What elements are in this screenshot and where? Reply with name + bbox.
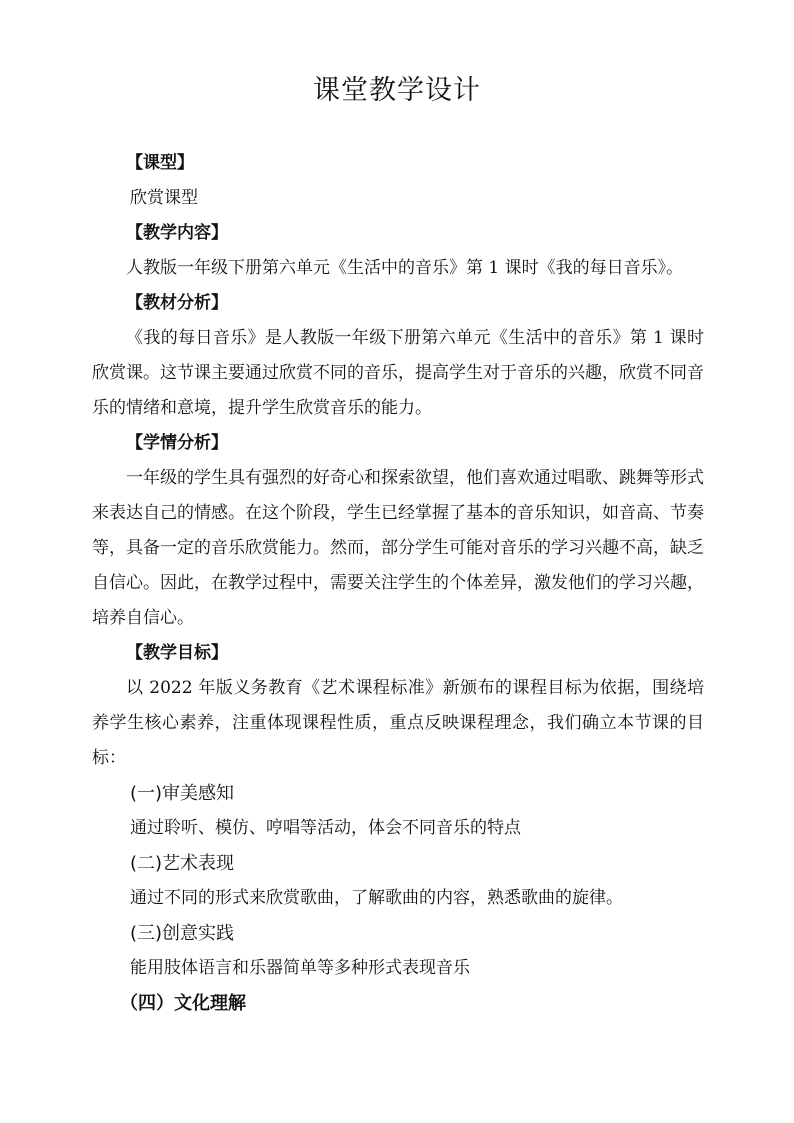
section-heading-content: 【教学内容】 xyxy=(126,223,228,243)
goal-label-1: (一)审美感知 xyxy=(130,783,235,804)
goal-text-3: 能用肢体语言和乐器简单等多种形式表现音乐 xyxy=(130,958,470,978)
goal-text-1: 通过聆听、模仿、哼唱等活动，体会不同音乐的特点 xyxy=(130,818,521,838)
page-title: 课堂教学设计 xyxy=(313,75,481,106)
section-text-type: 欣赏课型 xyxy=(130,188,198,208)
section-text-goals: 以 2022 年版义务教育《艺术课程标准》新颁布的课程目标为依据，围绕培养学生核心素养，注重体现课程性质，重点反映课程理念，我们确立本节课的目标： xyxy=(92,678,704,768)
section-heading-material: 【教材分析】 xyxy=(126,293,228,313)
section-text-content: 人教版一年级下册第六单元《生活中的音乐》第 1 课时《我的每日音乐》。 xyxy=(126,258,684,278)
section-text-students: 一年级的学生具有强烈的好奇心和探索欲望，他们喜欢通过唱歌、跳舞等形式来表达自己的情感。在这个阶段，学生已经掌握了基本的音乐知识，如音高、节奏等，具备一定的音乐欣赏能力。然而，部分学生可能对音乐的学习兴趣不高，缺乏自信心。因此，在教学过程中，需要关注学生的个体差异，激发他们的学习兴趣，培养自信心。 xyxy=(92,468,704,628)
goal-label-4: （四）文化理解 xyxy=(120,993,246,1014)
goal-label-2: (二)艺术表现 xyxy=(130,853,235,874)
section-heading-goals: 【教学目标】 xyxy=(126,643,228,663)
document-body xyxy=(92,146,704,1021)
section-heading-students: 【学情分析】 xyxy=(126,433,228,453)
goal-label-3: (三)创意实践 xyxy=(130,923,235,944)
section-text-material: 《我的每日音乐》是人教版一年级下册第六单元《生活中的音乐》第 1 课时欣赏课。这节课主要通过欣赏不同的音乐，提高学生对于音乐的兴趣，欣赏不同音乐的情绪和意境，提升学生欣赏音乐的能力。 xyxy=(92,328,704,418)
section-heading-type: 【课型】 xyxy=(126,153,194,173)
goal-text-2: 通过不同的形式来欣赏歌曲，了解歌曲的内容，熟悉歌曲的旋律。 xyxy=(130,888,623,908)
